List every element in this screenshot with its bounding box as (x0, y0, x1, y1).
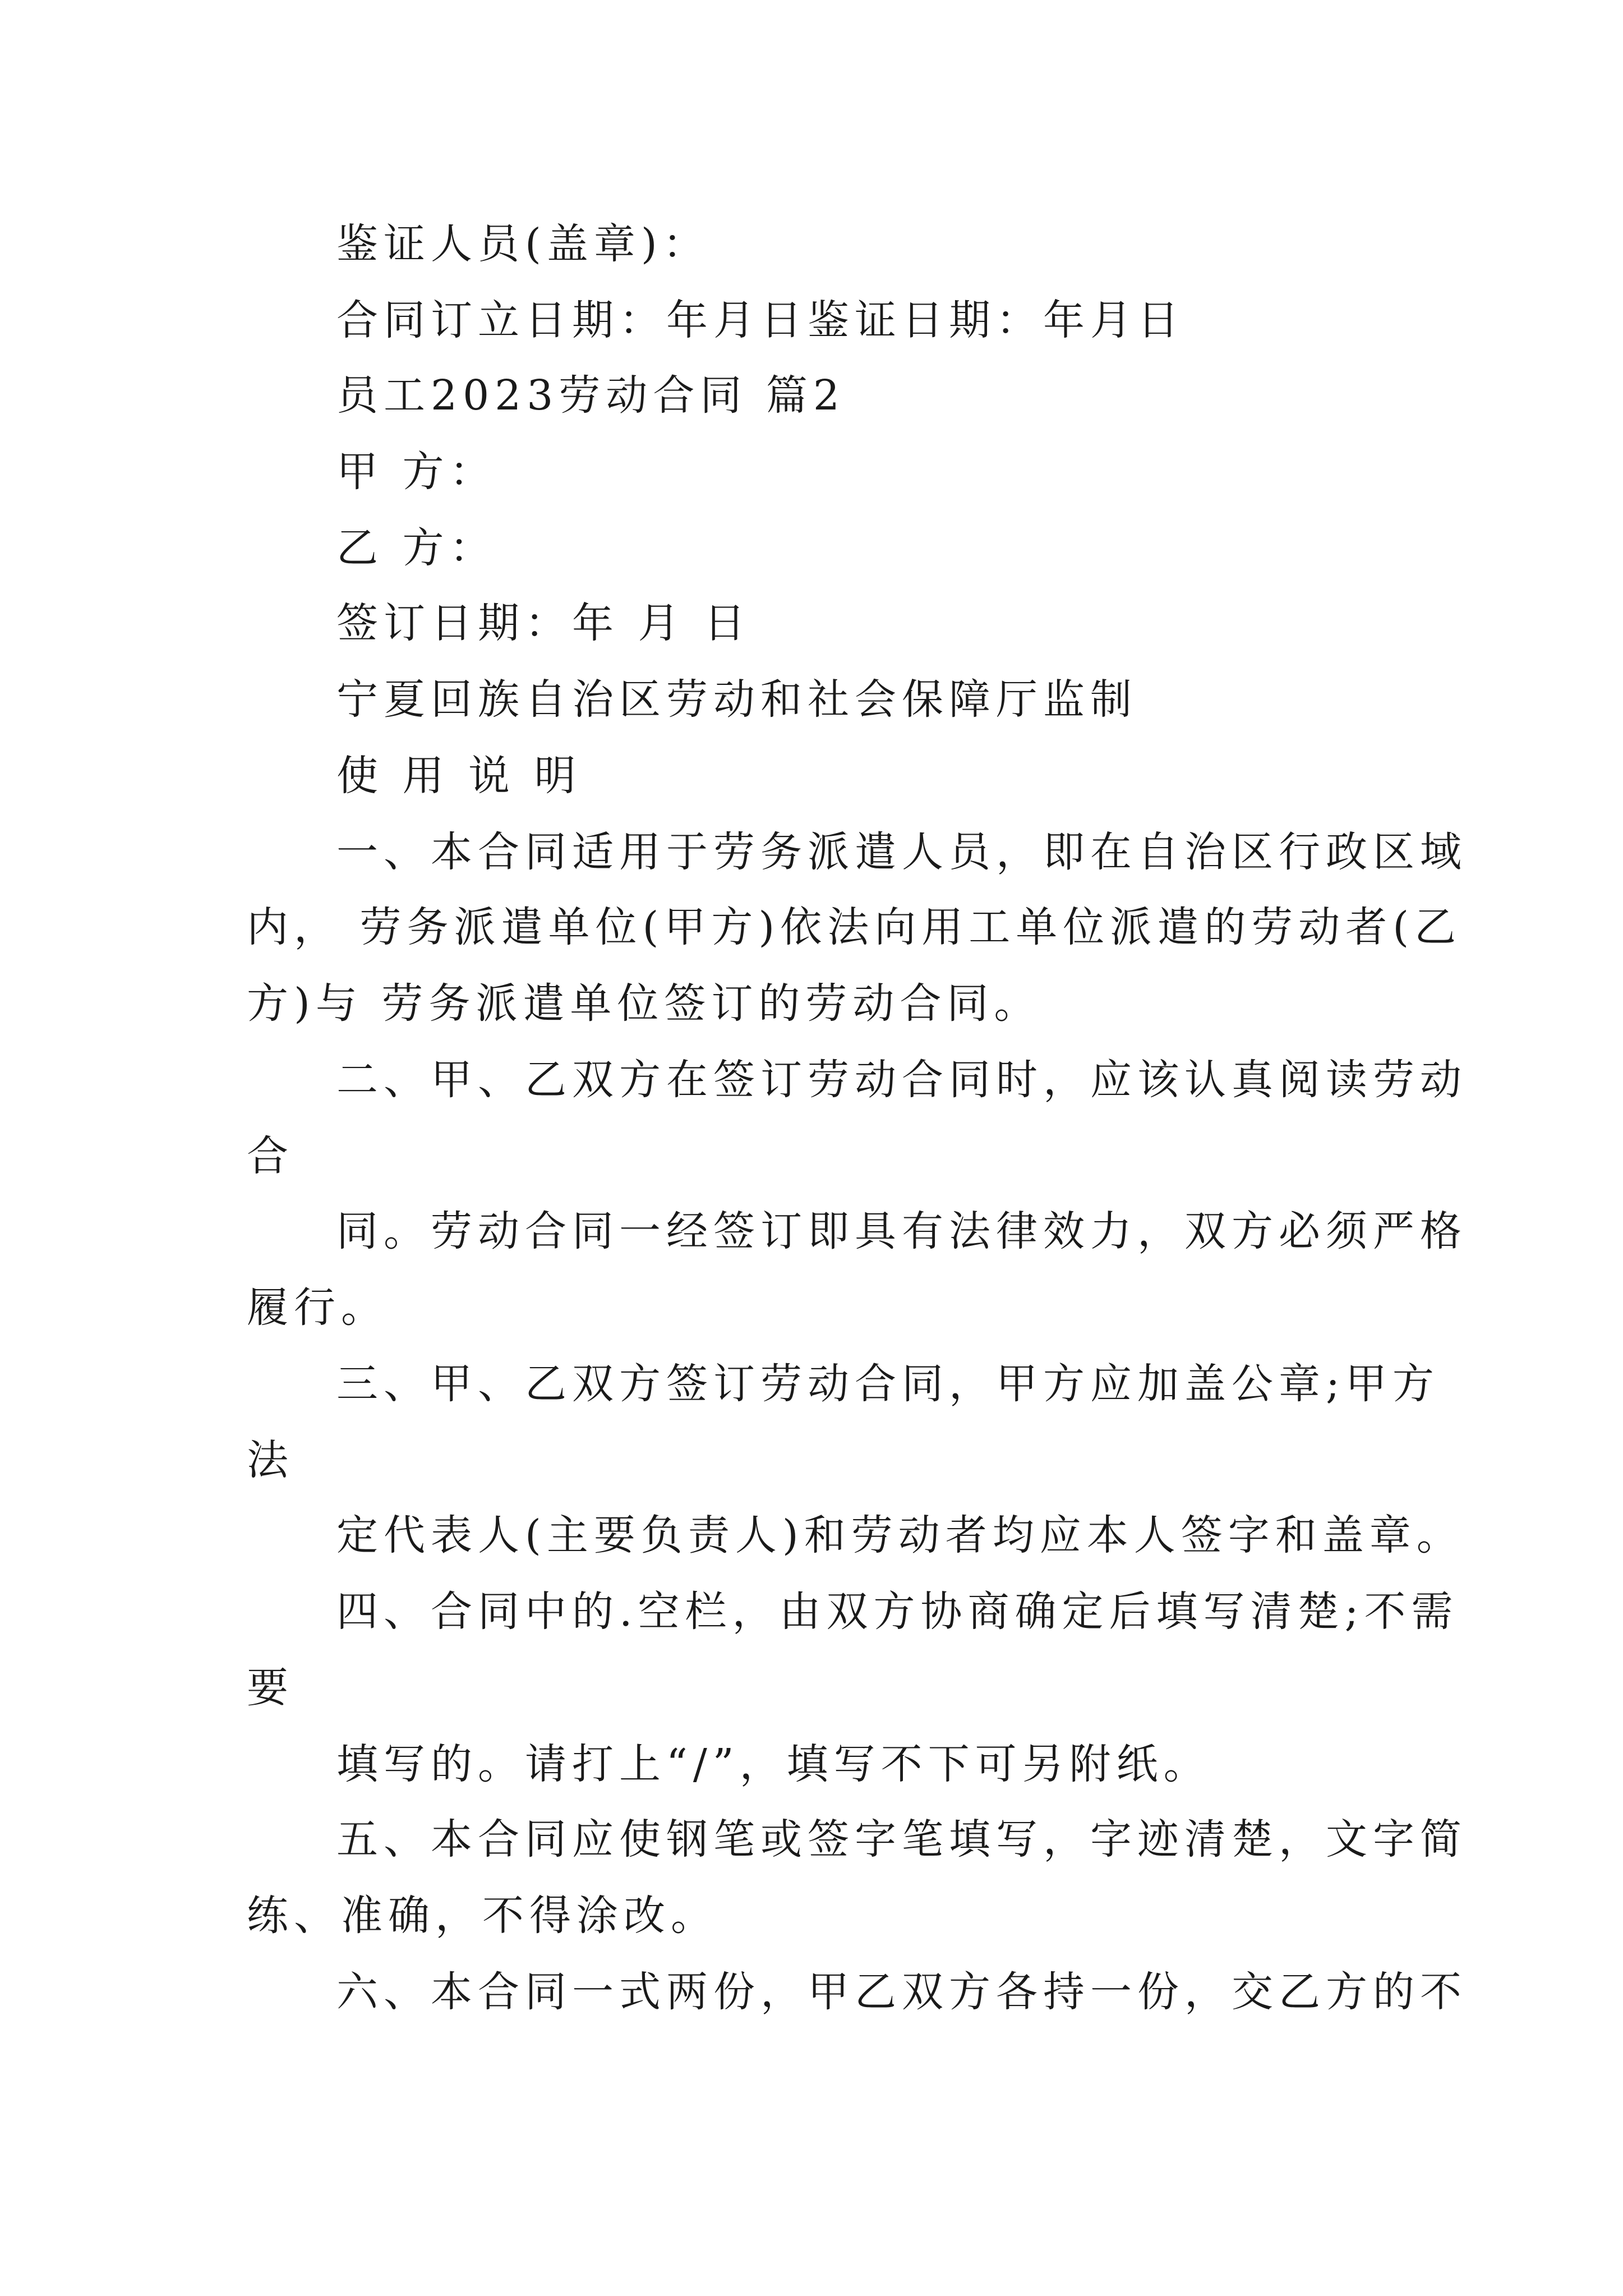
paragraph-6-line-1: 四、合同中的.空栏，由双方协商确定后填写清楚;不需 (336, 1588, 1459, 1636)
paragraph-8-line-1: 五、本合同应使钢笔或签字笔填写，字迹清楚，文字简 (336, 1815, 1467, 1864)
text-line-party-b: 乙 方： (336, 524, 497, 572)
paragraph-7-line-1: 填写的。请打上“/”，填写不下可另附纸。 (336, 1740, 1211, 1788)
section-heading-instructions: 使 用 说 明 (336, 752, 582, 800)
text-line-verifier-seal: 鉴证人员(盖章)： (336, 220, 710, 268)
paragraph-5-line-1: 定代表人(主要负责人)和劳动者均应本人签字和盖章。 (336, 1511, 1464, 1559)
text-line-contract-dates: 合同订立日期：年月日鉴证日期：年月日 (336, 296, 1184, 344)
section-heading-part2: 员工2023劳动合同 篇2 (336, 371, 845, 420)
text-line-party-a: 甲 方： (336, 448, 497, 496)
paragraph-4-line-1: 三、甲、乙双方签订劳动合同，甲方应加盖公章;甲方 (336, 1360, 1440, 1408)
paragraph-1-line-1: 一、本合同适用于劳务派遣人员，即在自治区行政区域 (336, 828, 1467, 876)
paragraph-1-line-3: 方)与 劳务派遣单位签订的劳动合同。 (247, 979, 1041, 1028)
paragraph-8-line-2: 练、准确，不得涂改。 (247, 1892, 718, 1940)
paragraph-4-line-2: 法 (247, 1436, 294, 1484)
paragraph-3-line-2: 履行。 (247, 1283, 388, 1332)
paragraph-9-line-1: 六、本合同一式两份，甲乙双方各持一份，交乙方的不 (336, 1968, 1467, 2016)
paragraph-2-line-2: 合 (247, 1132, 294, 1180)
paragraph-2-line-1: 二、甲、乙双方在签订劳动合同时，应该认真阅读劳动 (336, 1056, 1467, 1104)
paragraph-1-line-2: 内， 劳务派遣单位(甲方)依法向用工单位派遣的劳动者(乙 (247, 903, 1462, 951)
paragraph-6-line-2: 要 (247, 1664, 294, 1712)
paragraph-3-line-1: 同。劳动合同一经签订即具有法律效力，双方必须严格 (336, 1207, 1467, 1255)
text-line-issuer: 宁夏回族自治区劳动和社会保障厅监制 (336, 675, 1137, 724)
text-line-signing-date: 签订日期：年 月 日 (336, 599, 751, 647)
